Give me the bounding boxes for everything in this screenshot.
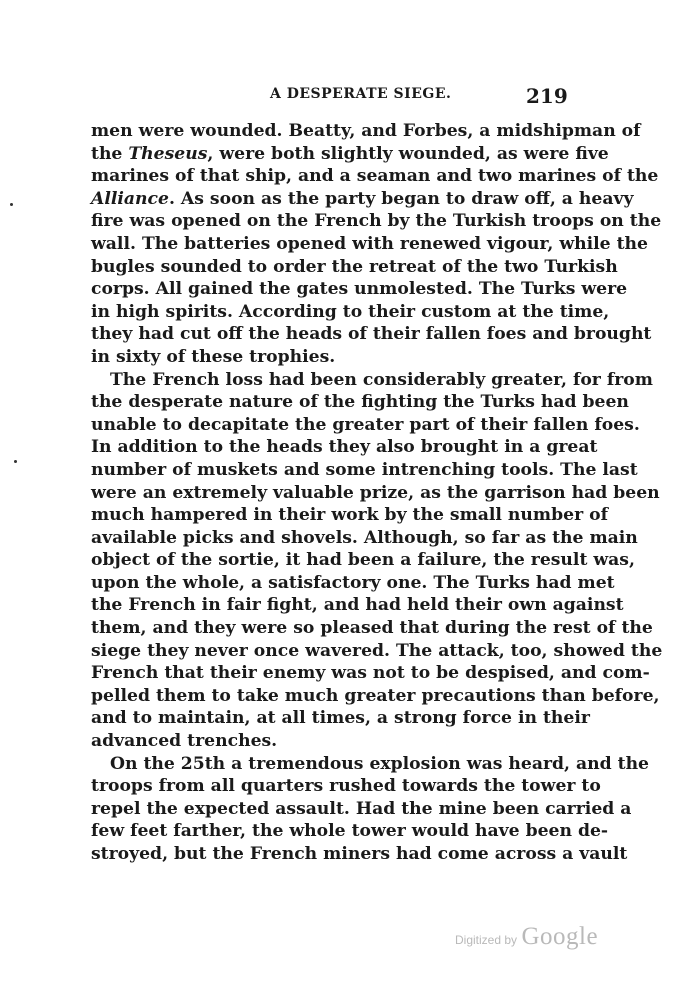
text-line: repel the expected assault. Had the mine been carried a (91, 798, 632, 819)
running-title: A DESPERATE SIEGE. (270, 86, 452, 102)
text-line: bugles sounded to order the retreat of the two Turkish (91, 256, 618, 277)
text-line: In addition to the heads they also brought in a great (91, 437, 598, 458)
text-line: the Theseus, were both slightly wounded, as were five (91, 143, 609, 164)
text-line: advanced trenches. (91, 731, 278, 752)
text-line: On the 25th a tremendous explosion was heard, and the (110, 753, 649, 774)
text-line: them, and they were so pleased that during the rest of the (91, 618, 653, 639)
text-line: The French loss had been considerably greater, for from (110, 369, 653, 390)
text-line: were an extremely valuable prize, as the garrison had been (91, 482, 660, 503)
text-line: stroyed, but the French miners had come across a vault (91, 844, 628, 864)
paragraph-1 (91, 120, 662, 369)
text-line: object of the sortie, it had been a failure, the result was, (91, 550, 635, 571)
text-line: in high spirits. According to their custom at the time, (91, 301, 610, 322)
page-number: 219 (526, 84, 568, 108)
margin-mark (14, 460, 17, 463)
text-line: the French in fair fight, and had held their own against (91, 595, 624, 616)
text-line: marines of that ship, and a seaman and two marines of the (91, 166, 659, 187)
text-line: few feet farther, the whole tower would have been de- (91, 821, 609, 842)
text-line: the desperate nature of the fighting the Turks had been (91, 392, 629, 413)
text-line: number of muskets and some intrenching tools. The last (91, 459, 638, 480)
text-line: available picks and shovels. Although, so far as the main (91, 527, 638, 548)
text-line: wall. The batteries opened with renewed vigour, while the (91, 233, 648, 254)
text-line: much hampered in their work by the small number of (91, 505, 608, 526)
digitized-by-watermark (455, 923, 598, 951)
body-text (91, 120, 663, 866)
text-line: Alliance. As soon as the party began to draw off, a heavy (91, 188, 634, 209)
text-line: pelled them to take much greater precautions than before, (91, 685, 660, 706)
text-line: and to maintain, at all times, a strong force in their (91, 708, 590, 729)
text-line: men were wounded. Beatty, and Forbes, a midshipman of (91, 121, 641, 141)
text-line: troops from all quarters rushed towards the tower to (91, 776, 601, 797)
paragraph-2 (91, 369, 663, 753)
running-head (0, 84, 691, 114)
text-line: in sixty of these trophies. (91, 346, 336, 367)
text-line: French that their enemy was not to be despised, and com- (91, 663, 650, 684)
digitized-prefix: Digitized by (455, 933, 518, 947)
text-line: upon the whole, a satisfactory one. The Turks had met (91, 572, 615, 593)
paragraph-3 (91, 753, 649, 866)
text-line: corps. All gained the gates unmolested. The Turks were (91, 279, 628, 300)
google-logo: Google (521, 923, 599, 950)
text-line: fire was opened on the French by the Turkish troops on the (91, 211, 662, 232)
text-line: they had cut off the heads of their fallen foes and brought (91, 324, 652, 345)
margin-mark (10, 203, 13, 206)
text-line: unable to decapitate the greater part of their fallen foes. (91, 414, 640, 435)
text-line: siege they never once wavered. The attack, too, showed the (91, 640, 663, 661)
